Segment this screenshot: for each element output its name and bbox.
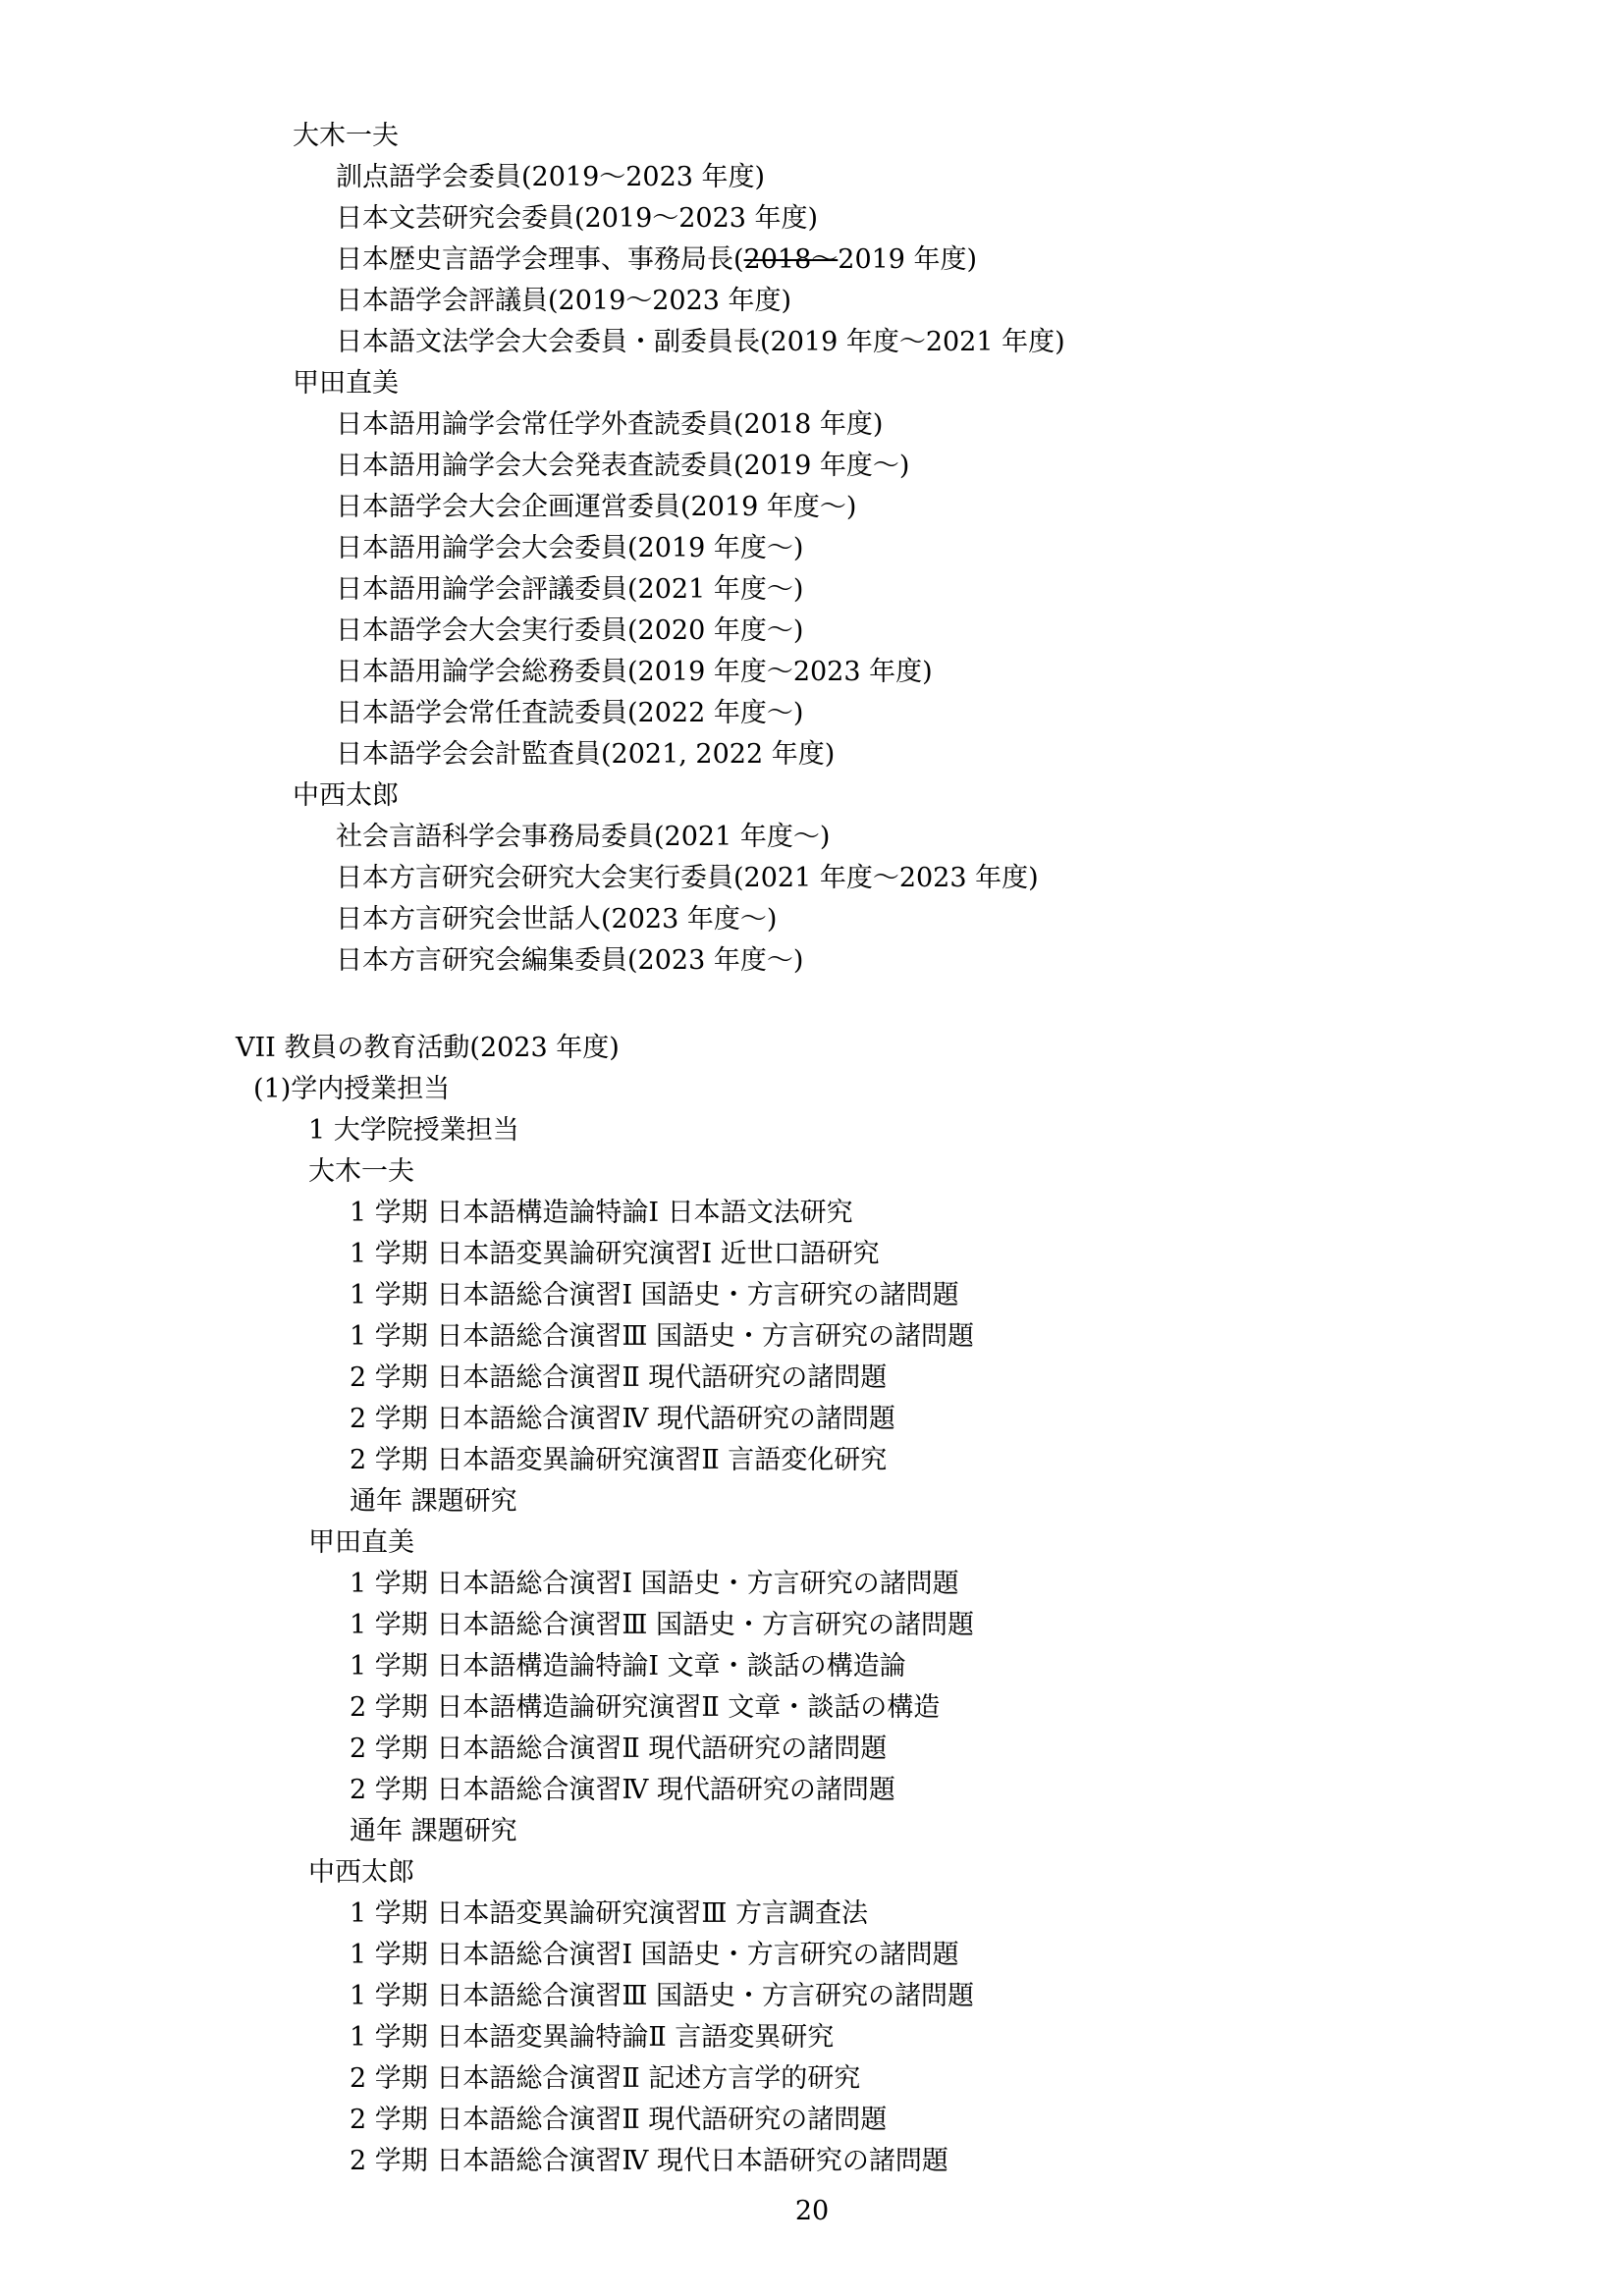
committee-item: 日本語用論学会大会発表査読委員(2019 年度～) bbox=[336, 451, 910, 481]
course-item: 1 学期 日本語総合演習Ⅰ 国語史・方言研究の諸問題 bbox=[350, 1569, 959, 1599]
page-number: 20 bbox=[794, 2196, 830, 2226]
committee-item: 日本語用論学会総務委員(2019 年度～2023 年度) bbox=[336, 657, 933, 687]
committee-item-prefix: 日本歴史言語学会理事、事務局長( bbox=[336, 244, 744, 275]
teacher-name: 甲田直美 bbox=[308, 1527, 414, 1558]
committee-item-suffix: 2019 年度) bbox=[838, 244, 978, 275]
course-item: 2 学期 日本語変異論研究演習Ⅱ 言語変化研究 bbox=[350, 1445, 888, 1475]
committee-item: 日本語用論学会評議委員(2021 年度～) bbox=[336, 574, 804, 605]
person-name: 大木一夫 bbox=[293, 121, 399, 151]
committee-item: 日本語学会常任査読委員(2022 年度～) bbox=[336, 698, 804, 728]
subsection-heading: (1)学内授業担当 bbox=[253, 1074, 451, 1104]
course-item: 2 学期 日本語総合演習Ⅳ 現代語研究の諸問題 bbox=[350, 1404, 895, 1434]
course-item: 1 学期 日本語総合演習Ⅰ 国語史・方言研究の諸問題 bbox=[350, 1940, 959, 1970]
teacher-name: 中西太郎 bbox=[308, 1857, 414, 1888]
section-heading: VII 教員の教育活動(2023 年度) bbox=[236, 1033, 620, 1063]
committee-item: 日本文芸研究会委員(2019～2023 年度) bbox=[336, 203, 819, 234]
committee-item: 日本語用論学会常任学外査読委員(2018 年度) bbox=[336, 409, 884, 440]
course-item: 2 学期 日本語構造論研究演習Ⅱ 文章・談話の構造 bbox=[350, 1692, 941, 1723]
committee-item: 日本語学会評議員(2019～2023 年度) bbox=[336, 286, 792, 316]
struck-text: 2018～ bbox=[743, 244, 839, 275]
course-item: 1 学期 日本語総合演習Ⅲ 国語史・方言研究の諸問題 bbox=[350, 1321, 974, 1352]
committee-item: 日本語学会大会企画運営委員(2019 年度～) bbox=[336, 492, 857, 522]
person-name: 甲田直美 bbox=[293, 368, 399, 399]
course-item: 2 学期 日本語総合演習Ⅳ 現代語研究の諸問題 bbox=[350, 1775, 895, 1805]
course-item: 2 学期 日本語総合演習Ⅱ 現代語研究の諸問題 bbox=[350, 1734, 888, 1764]
committee-item: 日本語学会大会実行委員(2020 年度～) bbox=[336, 615, 804, 646]
committee-item: 訓点語学会委員(2019～2023 年度) bbox=[336, 162, 766, 192]
course-item: 2 学期 日本語総合演習Ⅳ 現代日本語研究の諸問題 bbox=[350, 2146, 948, 2176]
course-item: 1 学期 日本語構造論特論Ⅰ 文章・談話の構造論 bbox=[350, 1651, 906, 1682]
subsubsection-heading: 1 大学院授業担当 bbox=[308, 1115, 519, 1146]
committee-item: 社会言語科学会事務局委員(2021 年度～) bbox=[336, 822, 831, 852]
course-item: 2 学期 日本語総合演習Ⅱ 現代語研究の諸問題 bbox=[350, 1362, 888, 1393]
person-name: 中西太郎 bbox=[293, 780, 399, 811]
committee-item: 日本語用論学会大会委員(2019 年度～) bbox=[336, 533, 804, 563]
course-item: 1 学期 日本語総合演習Ⅲ 国語史・方言研究の諸問題 bbox=[350, 1610, 974, 1640]
committee-item: 日本方言研究会研究大会実行委員(2021 年度～2023 年度) bbox=[336, 863, 1039, 893]
course-item: 1 学期 日本語総合演習Ⅰ 国語史・方言研究の諸問題 bbox=[350, 1280, 959, 1310]
course-item: 1 学期 日本語変異論研究演習Ⅲ 方言調査法 bbox=[350, 1898, 868, 1929]
course-item: 1 学期 日本語総合演習Ⅲ 国語史・方言研究の諸問題 bbox=[350, 1981, 974, 2011]
committee-item: 日本語文法学会大会委員・副委員長(2019 年度～2021 年度) bbox=[336, 327, 1065, 357]
course-item: 1 学期 日本語変異論研究演習Ⅰ 近世口語研究 bbox=[350, 1239, 880, 1269]
course-item: 1 学期 日本語変異論特論Ⅱ 言語変異研究 bbox=[350, 2022, 835, 2053]
course-item: 通年 課題研究 bbox=[350, 1486, 517, 1517]
course-item: 通年 課題研究 bbox=[350, 1816, 517, 1846]
committee-item: 日本方言研究会世話人(2023 年度～) bbox=[336, 904, 778, 934]
committee-item: 日本語学会会計監査員(2021, 2022 年度) bbox=[336, 739, 836, 770]
committee-item bbox=[336, 240, 977, 281]
teacher-name: 大木一夫 bbox=[308, 1156, 414, 1187]
committee-item: 日本方言研究会編集委員(2023 年度～) bbox=[336, 945, 804, 976]
course-item: 1 学期 日本語構造論特論Ⅰ 日本語文法研究 bbox=[350, 1198, 853, 1228]
course-item: 2 学期 日本語総合演習Ⅱ 記述方言学的研究 bbox=[350, 2063, 861, 2094]
course-item: 2 学期 日本語総合演習Ⅱ 現代語研究の諸問題 bbox=[350, 2105, 888, 2135]
